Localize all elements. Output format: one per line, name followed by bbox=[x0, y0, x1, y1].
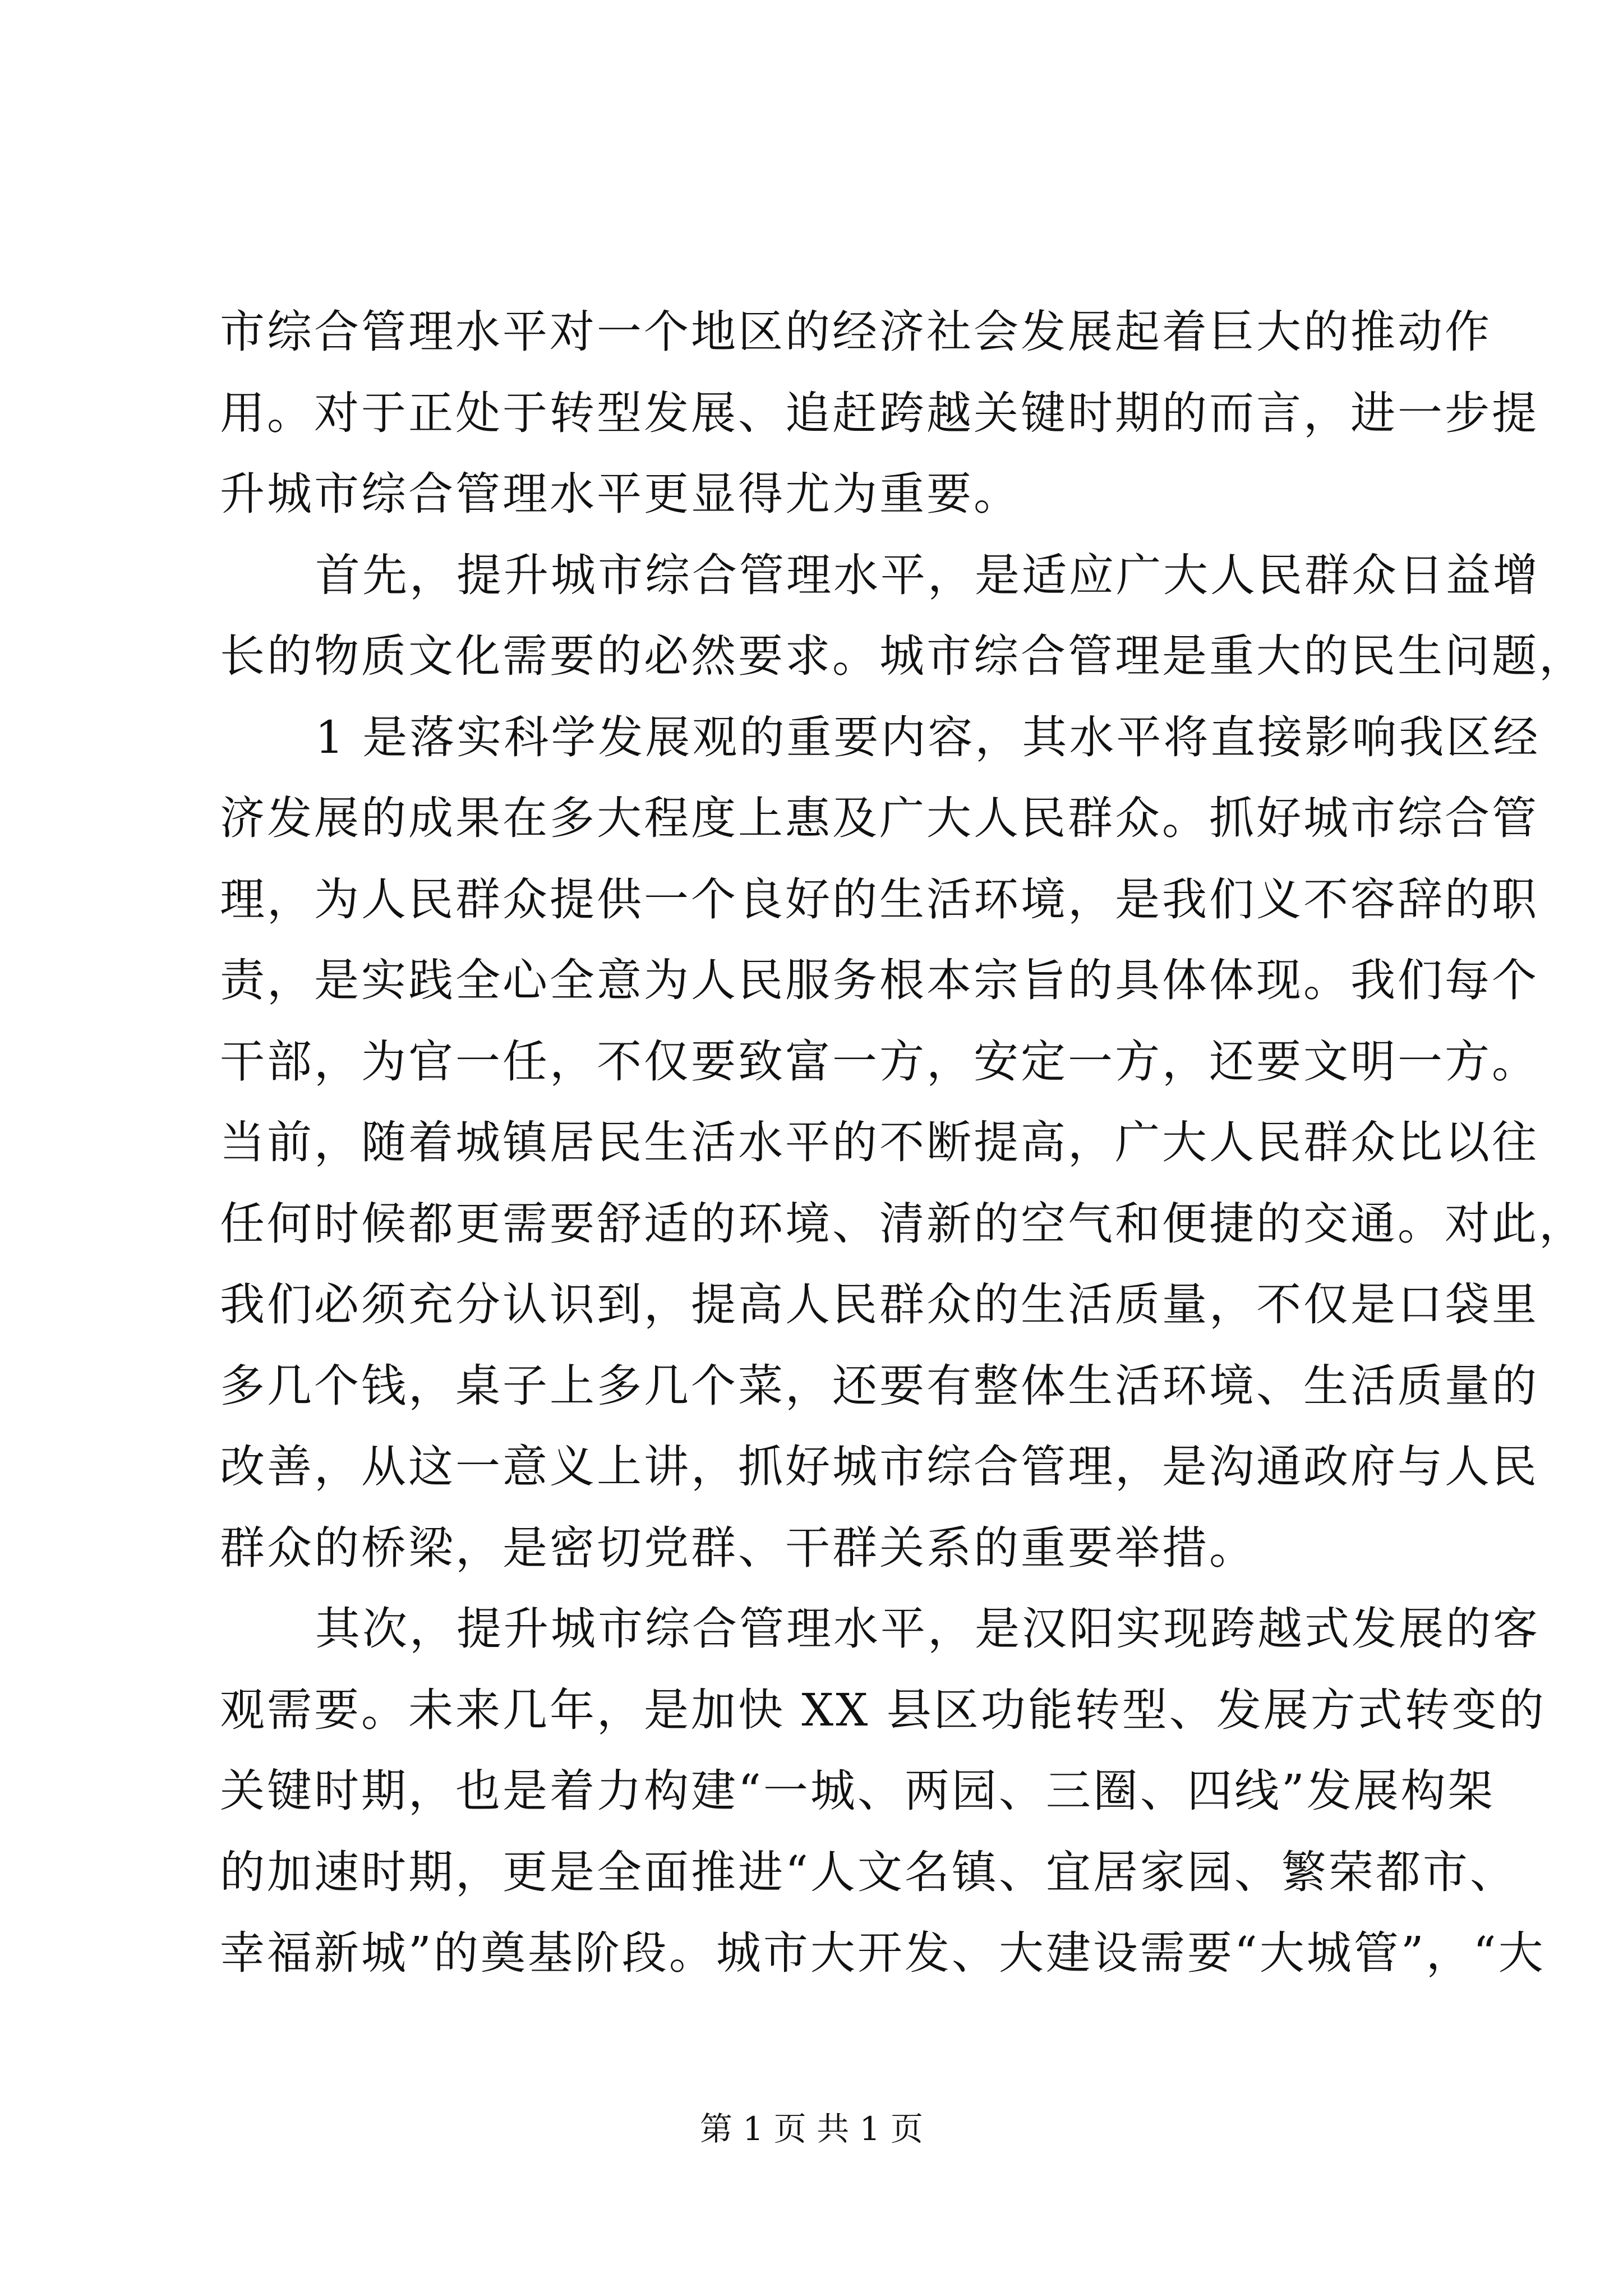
text-line: 济发展的成果在多大程度上惠及广大人民群众。抓好城市综合管 bbox=[220, 792, 1539, 844]
text-line: 我们必须充分认识到，提高人民群众的生活质量，不仅是口袋里 bbox=[220, 1278, 1539, 1331]
document-body bbox=[220, 292, 1586, 1994]
text-line: 市综合管理水平对一个地区的经济社会发展起着巨大的推动作 bbox=[220, 306, 1492, 358]
text-line: 其次，提升城市综合管理水平，是汉阳实现跨越式发展的客 bbox=[315, 1603, 1540, 1655]
page-number-label: 第 1 页 共 1 页 bbox=[700, 2110, 923, 2148]
text-line: 干部，为官一任，不仅要致富一方，安定一方，还要文明一方。 bbox=[220, 1035, 1539, 1088]
text-line: 关键时期，也是着力构建“一城、两园、三圈、四线”发展构架 bbox=[220, 1765, 1495, 1817]
text-line: 的加速时期，更是全面推进“人文名镇、宜居家园、繁荣都市、 bbox=[220, 1846, 1517, 1898]
text-line: 理，为人民群众提供一个良好的生活环境，是我们义不容辞的职 bbox=[220, 873, 1539, 926]
text-line: 观需要。未来几年，是加快 XX 县区功能转型、发展方式转变的 bbox=[220, 1683, 1546, 1736]
text-line: 任何时候都更需要舒适的环境、清新的空气和便捷的交通。对此， bbox=[220, 1197, 1586, 1250]
text-line: 用。对于正处于转型发展、追赶跨越关键时期的而言，进一步提 bbox=[220, 386, 1539, 439]
text-line: 首先，提升城市综合管理水平，是适应广大人民群众日益增 bbox=[315, 549, 1540, 601]
text-line: 幸福新城”的奠基阶段。城市大开发、大建设需要“大城管”，“大 bbox=[220, 1927, 1546, 1979]
text-line: 改善，从这一意义上讲，抓好城市综合管理，是沟通政府与人民 bbox=[220, 1441, 1539, 1493]
text-line: 群众的桥梁，是密切党群、干群关系的重要举措。 bbox=[220, 1521, 1256, 1574]
text-line: 长的物质文化需要的必然要求。城市综合管理是重大的民生问题， bbox=[220, 630, 1586, 682]
text-line: 多几个钱，桌子上多几个菜，还要有整体生活环境、生活质量的 bbox=[220, 1359, 1539, 1412]
page-footer bbox=[0, 2109, 1623, 2148]
text-line: 当前，随着城镇居民生活水平的不断提高，广大人民群众比以往 bbox=[220, 1116, 1539, 1168]
text-line: 责，是实践全心全意为人民服务根本宗旨的具体体现。我们每个 bbox=[220, 954, 1539, 1006]
text-line: 1 是落实科学发展观的重要内容，其水平将直接影响我区经 bbox=[315, 711, 1541, 763]
text-line: 升城市综合管理水平更显得尤为重要。 bbox=[220, 468, 1021, 520]
